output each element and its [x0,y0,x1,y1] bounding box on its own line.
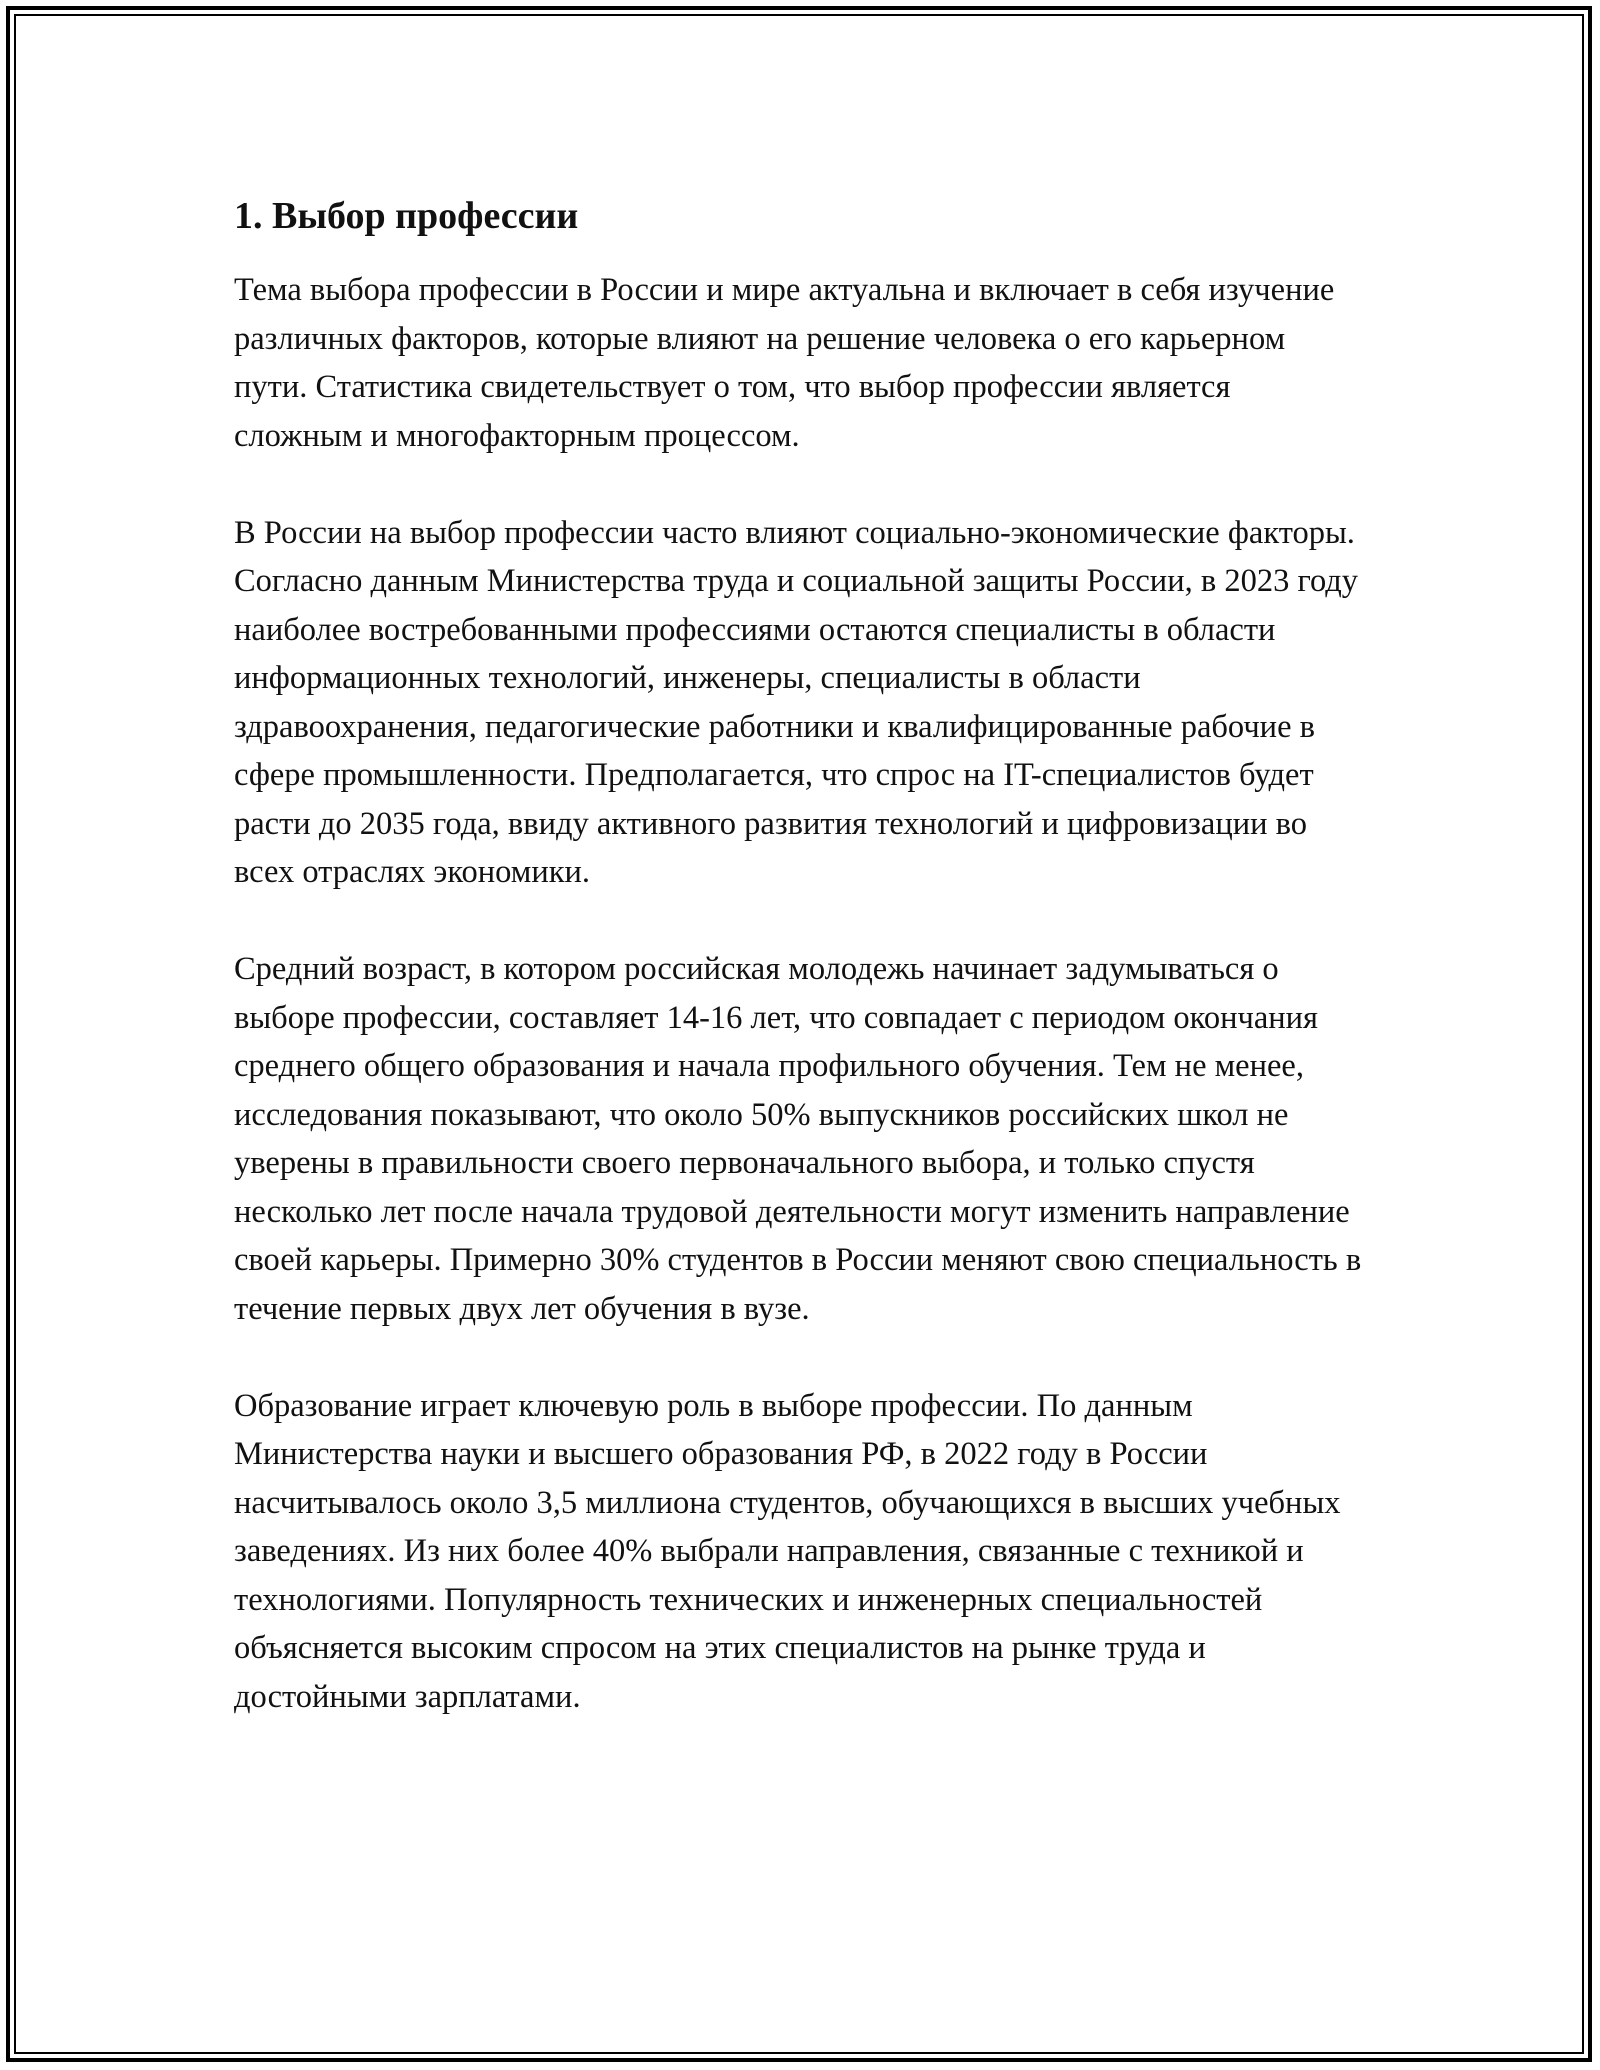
paragraph-3: Средний возраст, в котором российская молодежь начинает задумываться о выборе профессии, составляет 14-16 лет, что совпадает с периодом окончания среднего общего образования и начала профильного обучения. Тем не менее, исследования показывают, что около 50% выпускников российских школ не уверены в правильности своего первоначального выбора, и только спустя несколько лет после начала трудовой деятельности могут изменить направление своей карьеры. Примерно 30% студентов в России меняют свою специальность в течение первых двух лет обучения в вузе. [234,951,1362,1327]
paragraph-1: Тема выбора профессии в России и мире актуальна и включает в себя изучение различных факторов, которые влияют на решение человека о его карьерном пути. Статистика свидетельствует о том, что выбор профессии является сложным и многофакторным процессом. [234,272,1335,454]
document-content [234,186,1364,1770]
paragraph-4: Образование играет ключевую роль в выборе профессии. По данным Министерства науки и высшего образования РФ, в 2022 году в России насчитывалось около 3,5 миллиона студентов, обучающихся в высших учебных заведениях. Из них более 40% выбрали направления, связанные с техникой и технологиями. Популярность технических и инженерных специальностей объясняется высоким спросом на этих специалистов на рынке труда и достойными зарплатами. [234,1387,1341,1715]
section-title: 1. Выбор профессии [234,195,579,237]
paragraph-2: В России на выбор профессии часто влияют социально-экономические факторы. Согласно данным Министерства труда и социальной защиты России, в 2023 году наиболее востребованными профессиями остаются специалисты в области информационных технологий, инженеры, специалисты в области здравоохранения, педагогические работники и квалифицированные рабочие в сфере промышленности. Предполагается, что спрос на IT-специалистов будет расти до 2035 года, ввиду активного развития технологий и цифровизации во всех отраслях экономики. [234,514,1359,890]
